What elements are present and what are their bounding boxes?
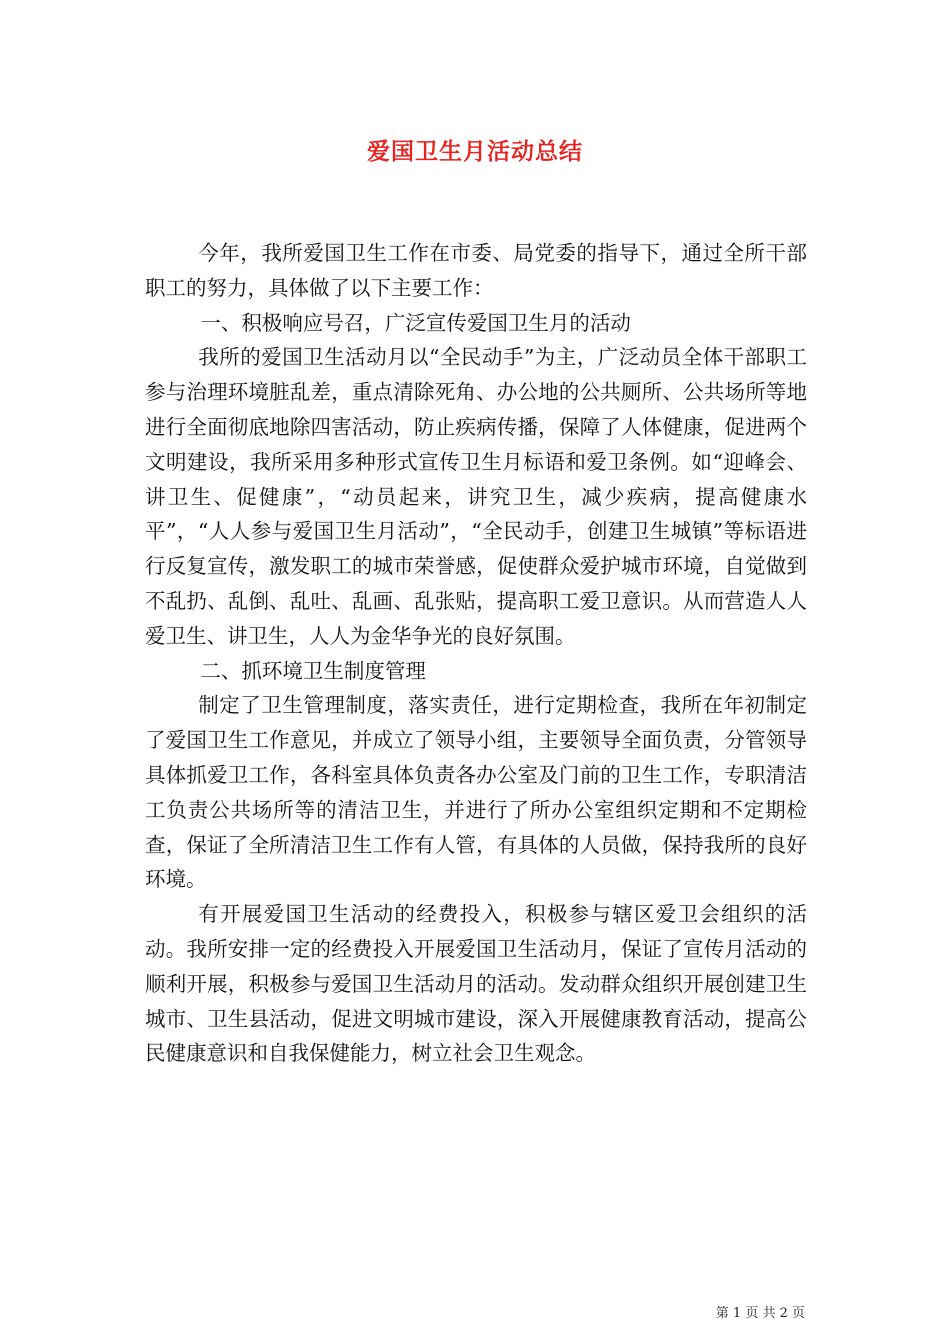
document-title: 爱国卫生月活动总结 [367, 138, 583, 165]
section-heading-1: 一、积极响应号召，广泛宣传爱国卫生月的活动 [200, 310, 631, 335]
section-heading-2: 二、抓环境卫生制度管理 [200, 658, 426, 683]
funding-paragraph: 有开展爱国卫生活动的经费投入，积极参与辖区爱卫会组织的活动。我所安排一定的经费投入开展爱国卫生活动月，保证了宣传月活动的顺利开展，积极参与爱国卫生活动月的活动。发动群众组织开展创建卫生城市、卫生县活动，促进文明城市建设，深入开展健康教育活动，提高公民健康意识和自我保健能力，树立社会卫生观念。 [145, 902, 807, 1066]
page-number: 第 1 页 共 2 页 [715, 1306, 805, 1321]
section-2-paragraph: 制定了卫生管理制度，落实责任，进行定期检查，我所在年初制定了爱国卫生工作意见，并成立了领导小组，主要领导全面负责，分管领导具体抓爱卫工作，各科室具体负责各办公室及门前的卫生工作，专职清洁工负责公共场所等的清洁卫生，并进行了所办公室组织定期和不定期检查，保证了全所清洁卫生工作有人管，有具体的人员做，保持我所的良好环境。 [145, 693, 807, 892]
document-body [145, 236, 807, 1071]
section-1-paragraph: 我所的爱国卫生活动月以“全民动手”为主，广泛动员全体干部职工参与治理环境脏乱差，重点清除死角、办公地的公共厕所、公共场所等地进行全面彻底地除四害活动，防止疾病传播，保障了人体健康，促进两个文明建设，我所采用多种形式宣传卫生月标语和爱卫条例。如“迎峰会、讲卫生、促健康”，“动员起来，讲究卫生，减少疾病，提高健康水平”，“人人参与爱国卫生月活动”，“全民动手，创建卫生城镇”等标语进行反复宣传，激发职工的城市荣誉感，促使群众爱护城市环境，自觉做到不乱扔、乱倒、乱吐、乱画、乱张贴，提高职工爱卫意识。从而营造人人爱卫生、讲卫生，人人为金华争光的良好氛围。 [145, 345, 807, 648]
intro-paragraph: 今年，我所爱国卫生工作在市委、局党委的指导下，通过全所干部职工的努力，具体做了以下主要工作： [145, 241, 807, 300]
